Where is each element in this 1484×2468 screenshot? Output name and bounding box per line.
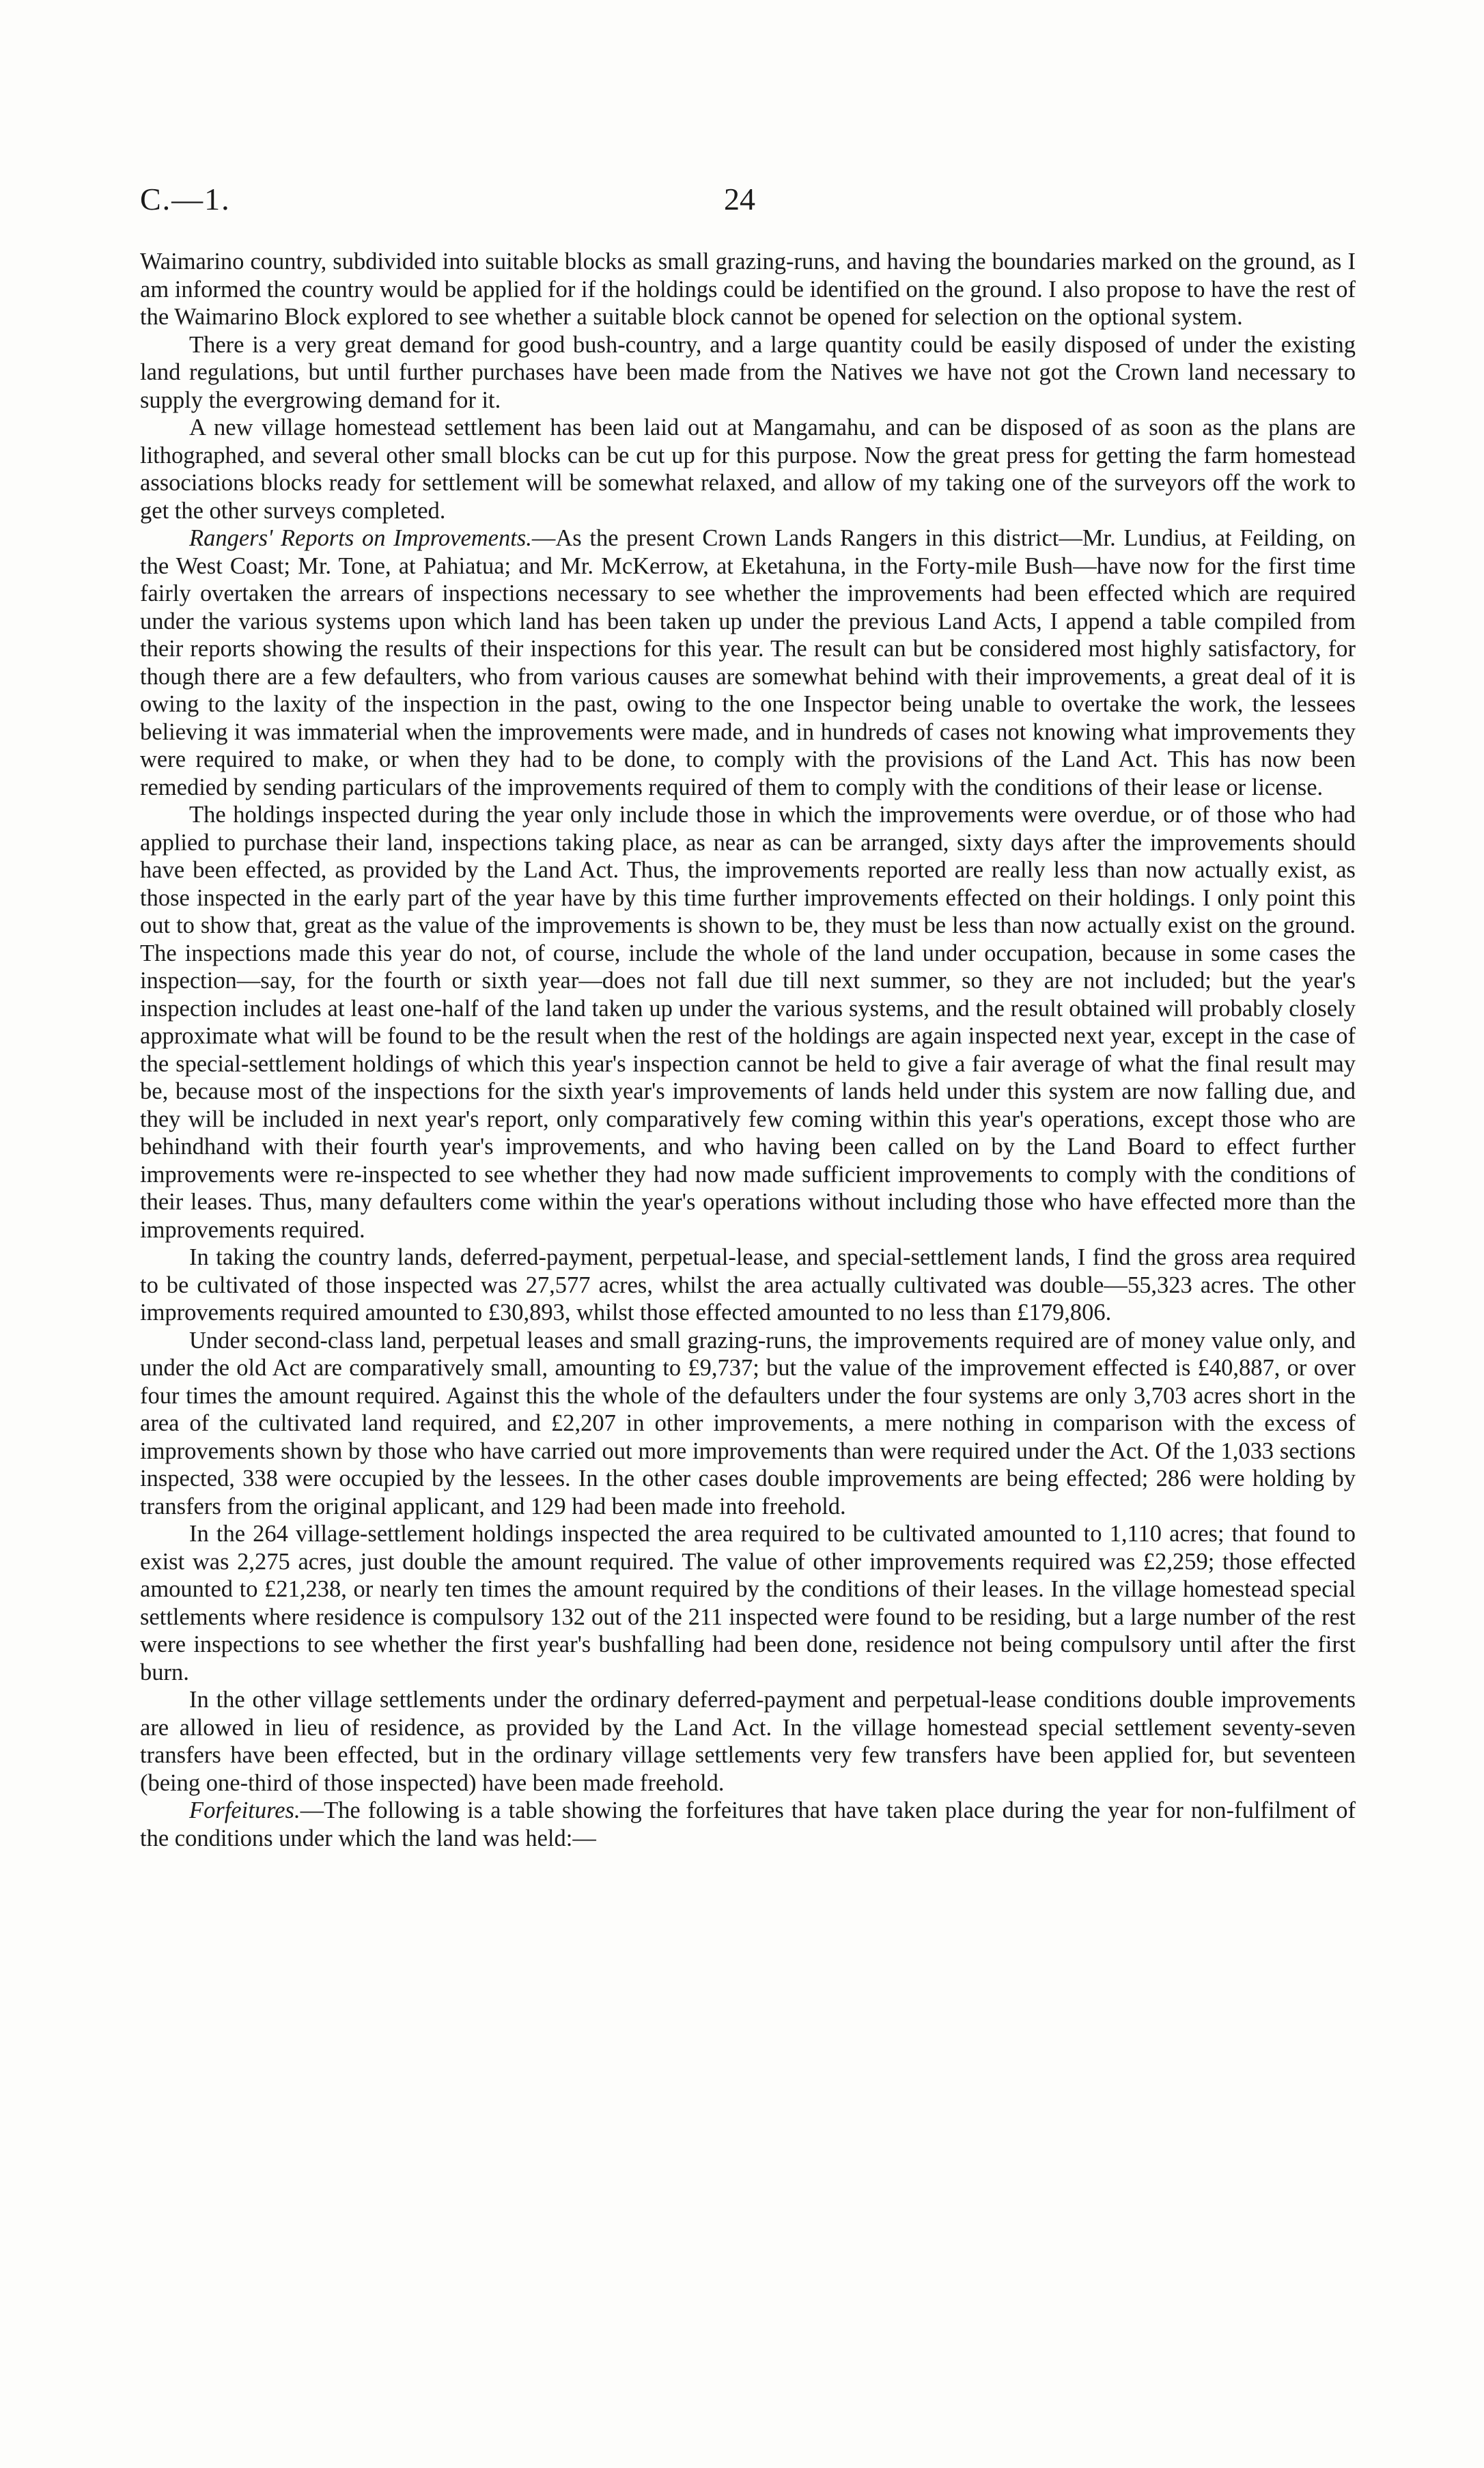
paragraph-forfeitures [140, 1797, 1356, 1852]
section-heading: Forfeitures. [189, 1797, 300, 1823]
paragraph-text: The holdings inspected during the year only include those in which the improvements were overdue, or of those who had applied to purchase their land, inspections taking place, as near as can be arranged, sixty days after the improvements should have been effected, as provided by the Land Act. Thus, the improvements reported are really less than now actually exist, as those inspected in the early part of the year have by this time further improvements effected on their holdings. I only point this out to show that, great as the value of the improvements is shown to be, they must be less than now actually exist on the ground. The inspections made this year do not, of course, include the whole of the land under occupation, because in some cases the inspection—say, for the fourth or sixth year—does not fall due till next summer, so they are not included; but the year's inspection includes at least one-half of the land taken up under the various systems, and the result obtained will probably closely approximate what will be found to be the result when the rest of the holdings are again inspected next year, except in the case of the special-settlement holdings of which this year's inspection cannot be held to give a fair average of what the final result may be, because most of the inspections for the sixth year's improvements of lands held under this system are now falling due, and they will be included in next year's report, only comparatively few coming within this year's operations, except those who are behindhand with their fourth year's improvements, and who having been called on by the Land Board to effect further improvements were re-inspected to see whether they had now made sufficient improvements to comply with the conditions of their leases. Thus, many defaulters come within the year's operations without including those who have effected more than the improvements required. [140, 802, 1356, 1243]
paragraph-village-settlement [140, 1520, 1356, 1686]
paragraph-rangers-reports [140, 524, 1356, 801]
paragraph-text: Under second-class land, perpetual leases and small grazing-runs, the improvements required are of money value only, and under the old Act are comparatively small, amounting to £9,737; but the value of the improvement effected is £40,887, or over four times the amount required. Against this the whole of the defaulters under the four systems are only 3,703 acres short in the area of the cultivated land required, and £2,207 in other improvements, a mere nothing in comparison with the excess of improvements shown by those who have carried out more improvements than were required under the Act. Of the 1,033 sections inspected, 338 were occupied by the lessees. In the other cases double improvements are being effected; 286 were holding by transfers from the original applicant, and 129 had been made into freehold. [140, 1327, 1356, 1519]
series-number: C.—1. [140, 182, 231, 216]
paragraph-text: In the 264 village-settlement holdings inspected the area required to be cultivated amounted to 1,110 acres; that found to exist was 2,275 acres, just double the amount required. The value of other improvements required was £2,259; those effected amounted to £21,238, or nearly ten times the amount required by the conditions of their leases. In the village homestead special settlements where residence is compulsory 132 out of the 211 inspected were found to be residing, but a large number of the rest were inspections to see whether the first year's bushfalling had been done, residence not being compulsory until after the first burn. [140, 1521, 1356, 1685]
paragraph-holdings-inspected [140, 801, 1356, 1244]
paragraph-text: —The following is a table showing the forfeitures that have taken place during the year for non-fulfilment of the conditions under which the land was held:— [140, 1797, 1356, 1851]
body-text [140, 248, 1356, 1852]
paragraph-text: In taking the country lands, deferred-payment, perpetual-lease, and special-settlement lands, I find the gross area required to be cultivated of those inspected was 27,577 acres, whilst the area actually cultivated was double—55,323 acres. The other improvements required amounted to £30,893, whilst those effected amounted to no less than £179,806. [140, 1244, 1356, 1326]
paragraph-mangamahu-settlement [140, 414, 1356, 524]
paragraph-second-class-land [140, 1327, 1356, 1521]
page-header [140, 181, 1356, 222]
paragraph-waimarino-blocks [140, 248, 1356, 331]
paragraph-bush-country-demand [140, 331, 1356, 415]
page-number: 24 [724, 182, 755, 216]
paragraph-country-lands [140, 1244, 1356, 1327]
paragraph-text: There is a very great demand for good bush-country, and a large quantity could be easily disposed of under the existing land regulations, but until further purchases have been made from the Natives we have not got the Crown land necessary to supply the evergrowing demand for it. [140, 331, 1356, 413]
paragraph-text: A new village homestead settlement has been laid out at Mangamahu, and can be disposed of as soon as the plans are lithographed, and several other small blocks can be cut up for this purpose. Now the great press for getting the farm homestead associations blocks ready for settlement will be somewhat relaxed, and allow of my taking one of the surveyors off the work to get the other surveys completed. [140, 415, 1356, 524]
paragraph-text: In the other village settlements under the ordinary deferred-payment and perpetual-lease conditions double improvements are allowed in lieu of residence, as provided by the Land Act. In the village homestead special settlement seventy-seven transfers have been effected, but in the ordinary village settlements very few transfers have been applied for, but seventeen (being one-third of those inspected) have been made freehold. [140, 1687, 1356, 1796]
section-heading: Rangers' Reports on Improvements. [189, 525, 532, 551]
paragraph-other-village-settlements [140, 1686, 1356, 1797]
paragraph-text: Waimarino country, subdivided into suitable blocks as small grazing-runs, and having the boundaries marked on the ground, as I am informed the country would be applied for if the holdings could be identified on the ground. I also propose to have the rest of the Waimarino Block explored to see whether a suitable block cannot be opened for selection on the optional system. [140, 249, 1356, 330]
paragraph-text: —As the present Crown Lands Rangers in this district—Mr. Lundius, at Feilding, on the West Coast; Mr. Tone, at Pahiatua; and Mr. McKerrow, at Eketahuna, in the Forty-mile Bush—have now for the first time fairly overtaken the arrears of inspections necessary to see whether the improvements had been effected which are required under the various systems upon which land has been taken up under the previous Land Acts, I append a table compiled from their reports showing the results of their inspections for this year. The result can but be considered most highly satisfactory, for though there are a few defaulters, who from various causes are somewhat behind with their improvements, a great deal of it is owing to the laxity of the inspection in the past, owing to the one Inspector being unable to overtake the work, the lessees believing it was immaterial when the improvements were made, and in hundreds of cases not knowing what improvements they were required to make, or when they had to be done, to comply with the provisions of the Land Act. This has now been remedied by sending particulars of the improvements required of them to comply with the conditions of their lease or license. [140, 525, 1356, 800]
